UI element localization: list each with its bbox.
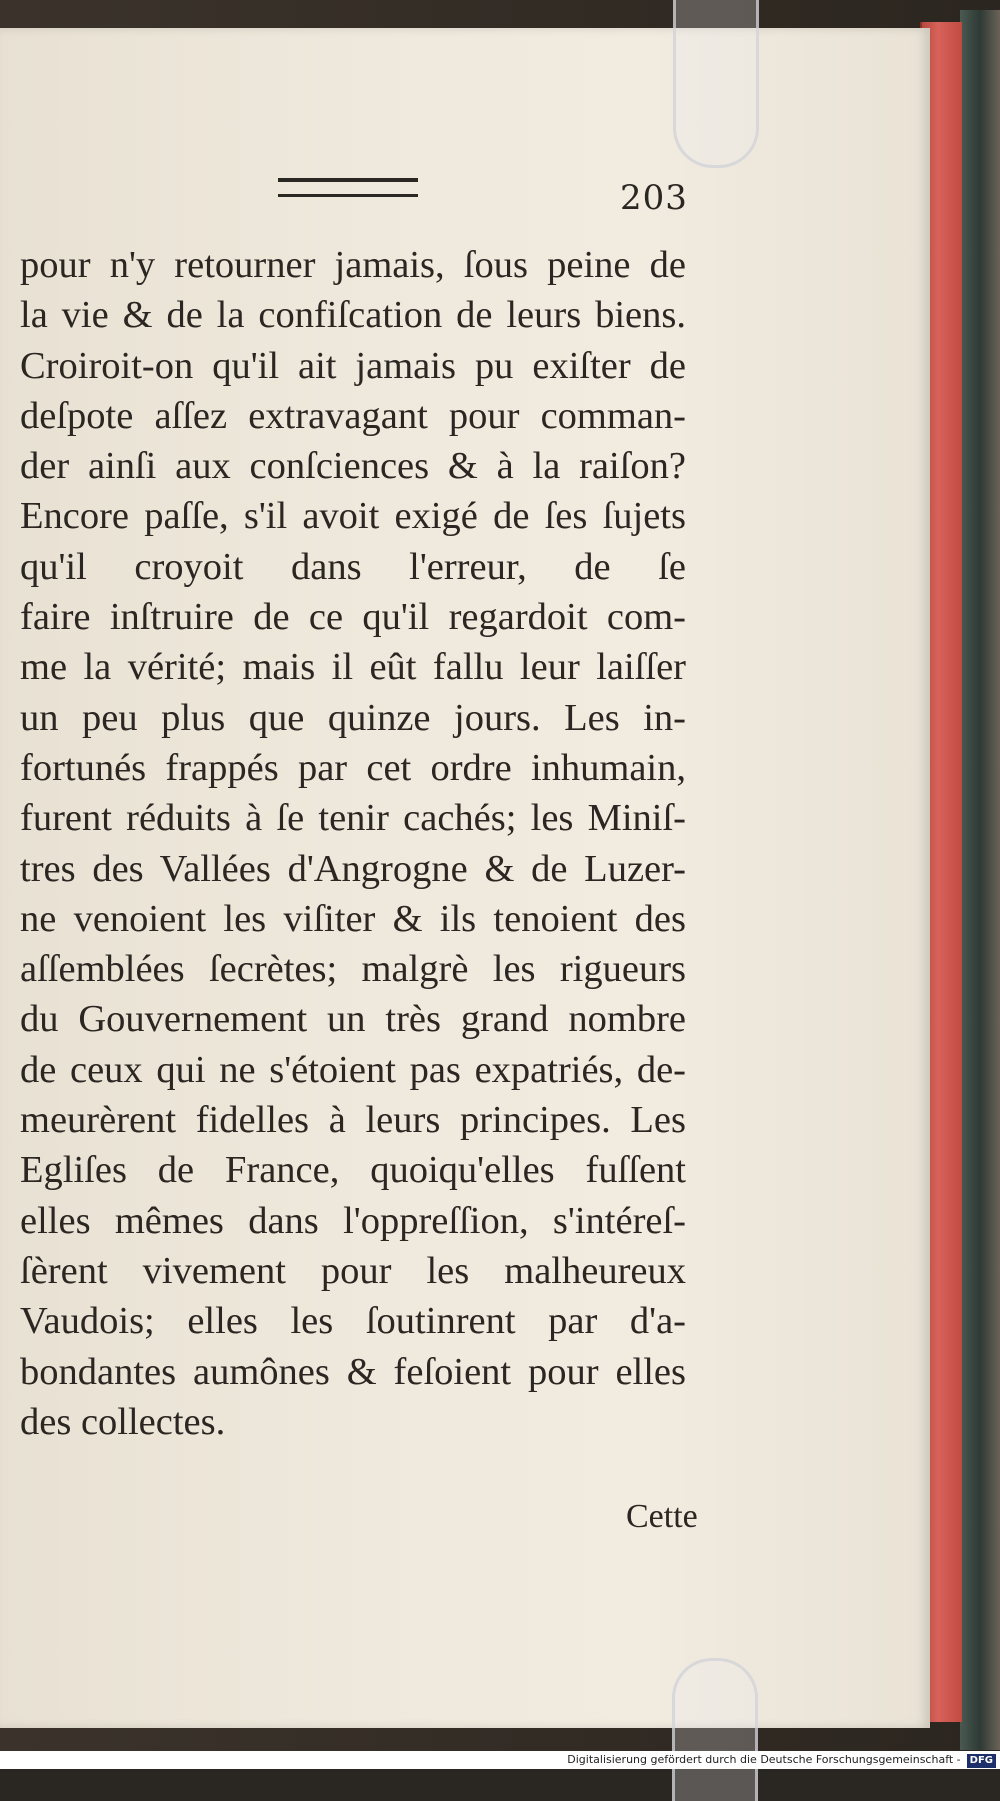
text-line: ne venoient les viſiter & ils tenoient des — [20, 897, 686, 940]
text-line: la vie & de la confiſcation de leurs biens. — [20, 294, 686, 337]
dfg-logo-icon: DFG — [967, 1754, 996, 1768]
digitization-footer — [0, 1751, 1000, 1769]
text-line: bondantes aumônes & feſoient pour elles — [20, 1350, 686, 1393]
book-cover-edge — [960, 10, 1000, 1750]
text-line: tres des Vallées d'Angrogne & de Luzer- — [20, 847, 686, 890]
text-line: furent réduits à ſe tenir cachés; les Miniſ- — [20, 797, 686, 840]
page-clip-bottom — [672, 1658, 758, 1801]
catchword: Cette — [626, 1498, 698, 1535]
page-clip-top — [673, 0, 759, 168]
text-line: deſpote aſſez extravagant pour comman- — [20, 394, 686, 437]
text-line: qu'il croyoit dans l'erreur, de ſe — [20, 545, 686, 588]
text-line: faire inſtruire de ce qu'il regardoit com- — [20, 596, 686, 639]
text-line: des collectes. — [20, 1400, 226, 1443]
page-number: 203 — [620, 178, 688, 218]
text-line: un peu plus que quinze jours. Les in- — [20, 696, 686, 739]
text-line: ſèrent vivement pour les malheureux — [20, 1249, 686, 1292]
text-line: me la vérité; mais il eût fallu leur laiſſer — [20, 646, 686, 689]
text-line: fortunés frappés par cet ordre inhumain, — [20, 746, 686, 789]
text-line: meurèrent fidelles à leurs principes. Les — [20, 1099, 686, 1142]
text-line: Croiroit-on qu'il ait jamais pu exiſter de — [20, 344, 686, 387]
text-line: elles mêmes dans l'oppreſſion, s'intéreſ- — [20, 1199, 686, 1242]
text-line: Encore paſſe, s'il avoit exigé de ſes ſujets — [20, 495, 686, 538]
text-line: pour n'y retourner jamais, ſous peine de — [20, 244, 686, 286]
body-text — [20, 240, 686, 1447]
text-line: aſſemblées ſecrètes; malgrè les rigueurs — [20, 948, 686, 991]
text-line: Vaudois; elles les ſoutinrent par d'a- — [20, 1300, 686, 1343]
text-line: de ceux qui ne s'étoient pas expatriés, de- — [20, 1048, 686, 1091]
text-line: Egliſes de France, quoiqu'elles fuſſent — [20, 1149, 686, 1192]
text-line: der ainſi aux conſciences & à la raiſon? — [20, 445, 686, 488]
footer-credit: Digitalisierung gefördert durch die Deutsche Forschungsgemeinschaft - — [567, 1753, 961, 1766]
header-ornament-rule — [278, 178, 418, 197]
text-line: du Gouvernement un très grand nombre — [20, 998, 686, 1041]
